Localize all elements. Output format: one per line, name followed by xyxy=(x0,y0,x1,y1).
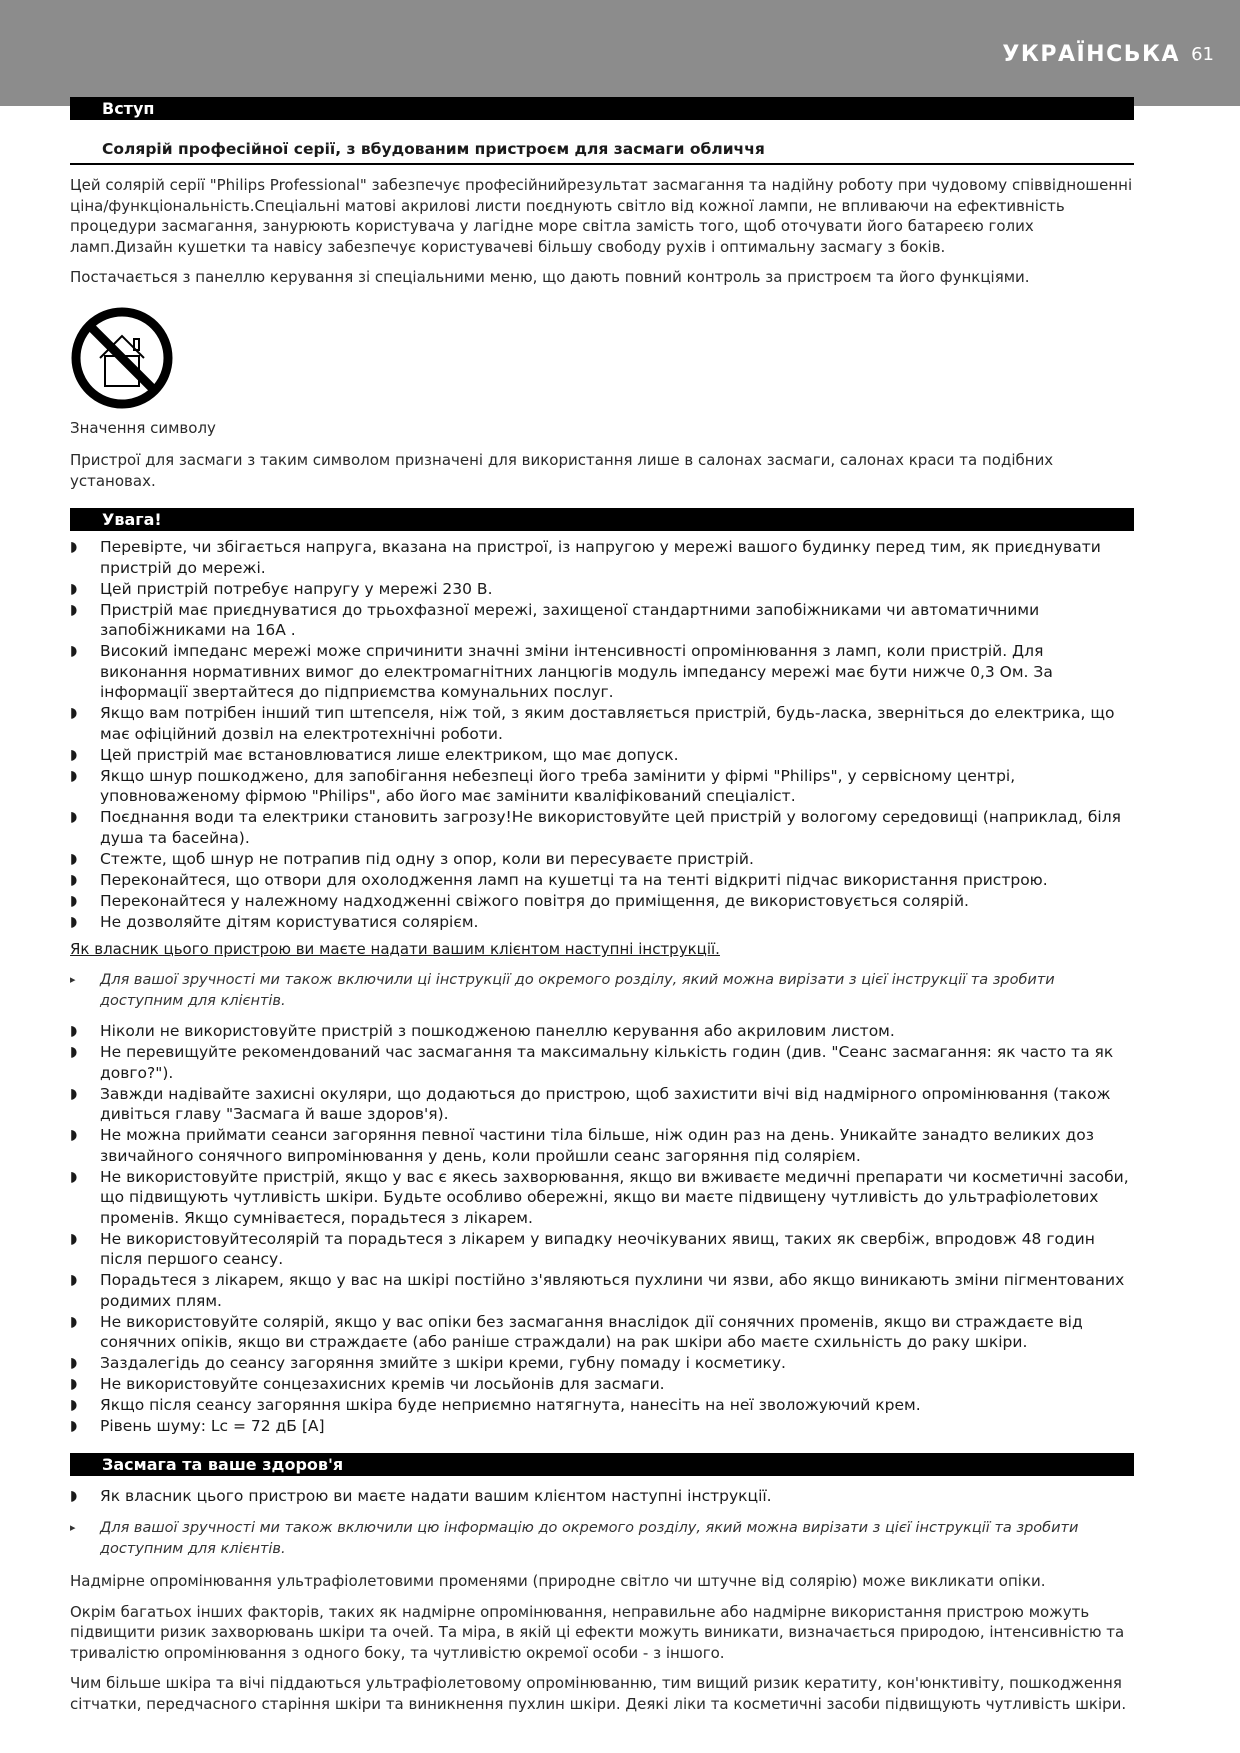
list-item: ◗ Цей пристрій потребує напругу у мережі 230 В. xyxy=(70,579,1134,600)
intro-paragraph: Цей солярій серії "Philips Professional" забезпечує професійнийрезультат засмагання та надійну роботу при чудовому співвідношенні ціна/функціональність.Спеціальні матові акрилові листи поєднують світло від кожної лампи, не впливаючи на ефективність процедури засмагання, занурюють користувача у лагідне море світла замість того, щоб оточувати його батареєю голих ламп.Дизайн кушетки та навісу забезпечує користувачеві більшу свободу рухів і оптимальну засмагу з боків. xyxy=(70,176,1133,256)
list-item: ◗ Високий імпеданс мережі може спричинити значні зміни інтенсивності опромінювання з ламп, коли пристрій. Для виконання нормативних вимог до електромагнітних ланцюгів модуль імпедансу мережі має бути нижче 0,3 Ом. За інформації звертайтеся до підприємства комунальних послуг. xyxy=(70,641,1134,703)
list-item: ◗ Поєднання води та електрики становить загрозу!Не використовуйте цей пристрій у вологому середовищі (наприклад, біля душа та басейна). xyxy=(70,807,1134,848)
list-item: ◗ Не дозволяйте дітям користуватися солярієм. xyxy=(70,912,1134,933)
page-header-bar xyxy=(0,0,1240,106)
health-section-note: ▸ Для вашої зручності ми також включили цю інформацію до окремого розділу, який можна вирізати з цієї інструкції та зробити доступним для клієнтів. xyxy=(70,1518,1134,1559)
list-item: ◗ Цей пристрій має встановлюватися лише електриком, що має допуск. xyxy=(70,745,1134,766)
language-label: УКРАЇНСЬКА xyxy=(1002,42,1180,67)
list-item: ◗ Рівень шуму: Lc = 72 дБ [A] xyxy=(70,1416,1134,1437)
section-title-intro: Вступ xyxy=(70,97,1134,120)
health-paragraph: Чим більше шкіра та вічі піддаються ультрафіолетовому опромінюванню, тим вищий ризик кератиту, кон'юнктивіту, пошкодження сітчатки, передчасного старіння шкіри та виникнення пухлин шкіри. Деякі ліки та косметичні засоби підвищують чутливість шкіри. xyxy=(70,1674,1127,1713)
list-item: ◗ Порадьтеся з лікарем, якщо у вас на шкірі постійно з'являються пухлини чи язви, або якщо виникають зміни пігментованих родимих плям. xyxy=(70,1270,1134,1311)
intro-subtitle: Солярій професійної серії, з вбудованим пристроєм для засмаги обличчя xyxy=(70,140,1134,165)
list-item: ◗ Перевірте, чи збігається напруга, вказана на пристрої, із напругою у мережі вашого будинку перед тим, як приєднувати пристрій до мережі. xyxy=(70,537,1134,578)
list-item: ◗ Не використовуйте сонцезахисних кремів чи лосьйонів для засмаги. xyxy=(70,1374,1134,1395)
symbol-caption: Значення символу xyxy=(70,418,216,437)
list-item: ◗ Переконайтеся у належному надходженні свіжого повітря до приміщення, де використовується солярій. xyxy=(70,891,1134,912)
no-home-use-icon xyxy=(70,306,174,410)
health-list xyxy=(70,1486,1134,1507)
list-item: ◗ Як власник цього пристрою ви маєте надати вашим клієнтом наступні інструкції. xyxy=(70,1486,1134,1507)
list-item: ◗ Не можна приймати сеанси загоряння певної частини тіла більше, ніж один раз на день. Уникайте занадто великих доз звичайного сонячного випромінювання у день, коли пройшли сеанс загоряння під солярієм. xyxy=(70,1125,1134,1166)
intro-paragraph: Постачається з панеллю керування зі спеціальними меню, що дають повний контроль за пристроєм та його функціями. xyxy=(70,268,1030,286)
list-item: ◗ Не використовуйте пристрій, якщо у вас є якесь захворювання, якщо ви вживаєте медичні препарати чи косметичні засоби, що підвищують чутливість шкіри. Будьте особливо обережні, якщо ви маєте підвищену чутливість до ультрафіолетових променів. Якщо сумніваєтеся, порадьтеся з лікарем. xyxy=(70,1167,1134,1229)
customer-instructions-list xyxy=(70,1021,1134,1437)
section-title-health: Засмага та ваше здоров'я xyxy=(70,1453,1134,1476)
list-item: ◗ Стежте, щоб шнур не потрапив під одну з опор, коли ви пересуваєте пристрій. xyxy=(70,849,1134,870)
list-item: ◗ Заздалегідь до сеансу загоряння змийте з шкіри креми, губну помаду і косметику. xyxy=(70,1353,1134,1374)
list-item: ◗ Якщо вам потрібен інший тип штепселя, ніж той, з яким доставляється пристрій, будь-ласка, зверніться до електрика, що має офіційний дозвіл на електротехнічні роботи. xyxy=(70,703,1134,744)
page-number: 61 xyxy=(1191,44,1214,65)
page-content xyxy=(70,97,1134,1714)
list-item: ◗ Переконайтеся, що отвори для охолодження ламп на кушетці та на тенті відкриті підчас використання пристрою. xyxy=(70,870,1134,891)
health-paragraph: Надмірне опромінювання ультрафіолетовими променями (природне світло чи штучне від солярію) може викликати опіки. xyxy=(70,1572,1046,1590)
list-item: ◗ Ніколи не використовуйте пристрій з пошкодженою панеллю керування або акриловим листом. xyxy=(70,1021,1134,1042)
list-item: ◗ Пристрій має приєднуватися до трьохфазної мережі, захищеної стандартними запобіжниками чи автоматичними запобіжниками на 16А . xyxy=(70,600,1134,641)
customer-section-note: ▸ Для вашої зручності ми також включили ці інструкції до окремого розділу, який можна вирізати з цієї інструкції та зробити доступним для клієнтів. xyxy=(70,970,1134,1011)
list-item: ◗ Завжди надівайте захисні окуляри, що додаються до пристрою, щоб захистити вічі від надмірного опромінювання (також дивіться главу "Засмага й ваше здоров'я). xyxy=(70,1084,1134,1125)
list-item: ◗ Якщо після сеансу загоряння шкіра буде неприємно натягнута, нанесіть на неї зволожуючий крем. xyxy=(70,1395,1134,1416)
owner-instructions-note: Як власник цього пристрою ви маєте надати вашим клієнтом наступні інструкції. xyxy=(70,940,720,958)
list-item: ◗ Не використовуйтесолярій та порадьтеся з лікарем у випадку неочікуваних явищ, таких як свербіж, впродовж 48 годин після першого сеансу. xyxy=(70,1229,1134,1270)
section-title-warning: Увага! xyxy=(70,508,1134,531)
warning-list xyxy=(70,537,1134,932)
list-item: ◗ Якщо шнур пошкоджено, для запобігання небезпеці його треба замінити у фірмі "Philips", у сервісному центрі, уповноваженому фірмою "Philips", або його має замінити кваліфікований спеціаліст. xyxy=(70,766,1134,807)
symbol-description: Пристрої для засмаги з таким символом призначені для використання лише в салонах засмаги, салонах краси та подібних установах. xyxy=(70,451,1054,490)
health-paragraph: Окрім багатьох інших факторів, таких як надмірне опромінювання, неправильне або надмірне використання пристрою можуть підвищити ризик захворювань шкіри та очей. Та міра, в якій ці ефекти можуть виникати, визначається природою, інтенсивністю та тривалістю опромінювання з одного боку, та чутливістю окремої особи - з іншого. xyxy=(70,1602,1125,1662)
list-item: ◗ Не перевищуйте рекомендований час засмагання та максимальну кількість годин (див. "Сеанс засмагання: як часто та як довго?"). xyxy=(70,1042,1134,1083)
list-item: ◗ Не використовуйте солярій, якщо у вас опіки без засмагання внаслідок дії сонячних променів, якщо ви страждаєте від сонячних опіків, якщо ви страждаєте (або раніше страждали) на рак шкіри або маєте схильність до раку шкіри. xyxy=(70,1312,1134,1353)
